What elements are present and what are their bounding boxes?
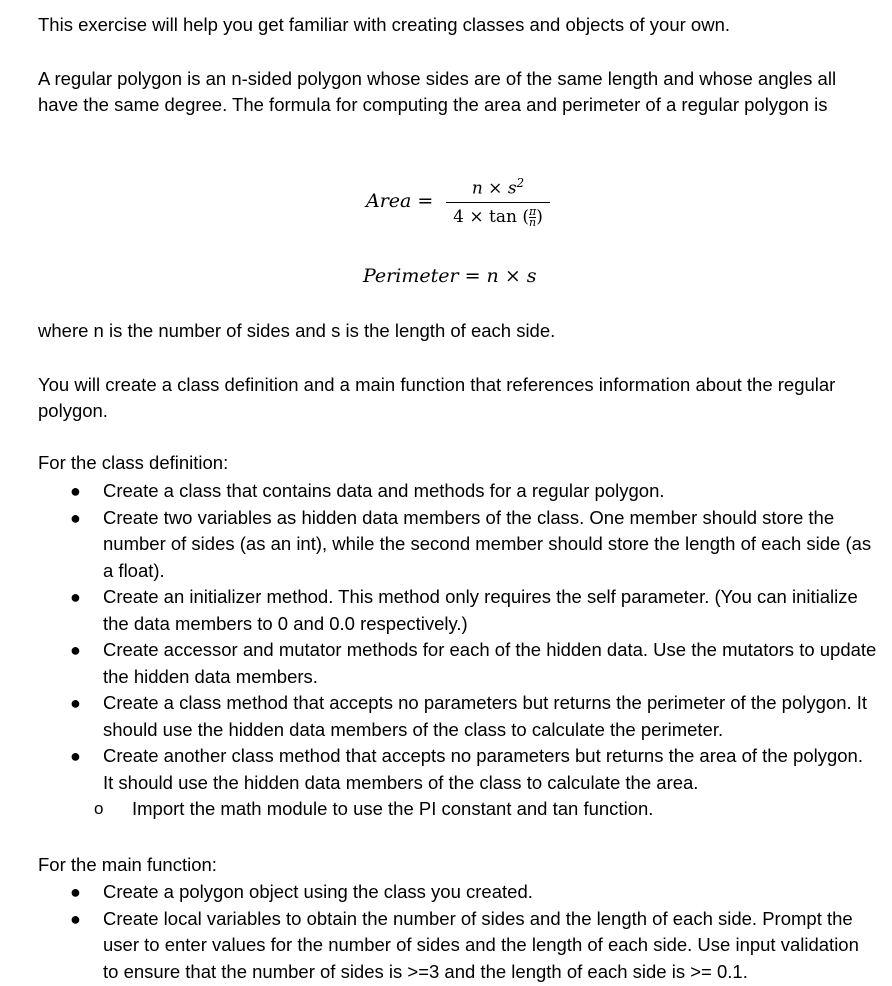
sub-bullet-icon: o	[94, 799, 104, 818]
bullet-icon: ●	[70, 746, 81, 766]
list-item: ● Create two variables as hidden data members of the class. One member should store the number of sides (as an int), while the second member should store the length of each side (as a float).	[70, 506, 872, 581]
list-item: ● Create a class that contains data and methods for a regular polygon.	[66, 478, 878, 505]
area-fraction	[446, 172, 550, 228]
list-item: ● Create another class method that accepts no parameters but returns the area of the polygon. It should use the hidden data members of the class to calculate the area.	[70, 745, 863, 793]
bullet-icon: ●	[70, 908, 81, 929]
bullet-icon: ●	[70, 693, 81, 713]
area-label: Area =	[366, 190, 434, 212]
sub-list-item: o Import the math module to use the PI constant and tan function.	[66, 796, 878, 823]
area-numerator: $n \times s^2$	[471, 176, 525, 199]
bullet-icon: ●	[70, 587, 81, 607]
list-item: ● Create accessor and mutator methods for each of the hidden data. Use the mutators to update the hidden data members.	[70, 639, 877, 687]
list-item: ● Create an initializer method. This method only requires the self parameter. (You can initialize the data members to 0 and 0.0 respectively.)	[70, 586, 858, 634]
create-description: You will create a class definition and a main function that references information about the regular polygon.	[38, 374, 836, 421]
area-formula	[366, 172, 586, 242]
list-item: ● Create a polygon object using the class you created.	[66, 879, 878, 906]
intro-paragraph: This exercise will help you get familiar with creating classes and objects of your own.	[38, 14, 731, 35]
bullet-icon: ●	[70, 507, 81, 528]
main-function-list	[66, 879, 878, 985]
list-item: ● Create local variables to obtain the number of sides and the length of each side. Prompt the user to enter values for the number of sides and the length of each side. Use input validation to ensure that the number of sides is >=3 and the length of each side is >= 0.1.	[70, 907, 859, 982]
bullet-icon: ●	[70, 481, 81, 501]
fraction-bar	[446, 202, 550, 203]
main-function-heading: For the main function:	[38, 854, 217, 875]
class-definition-heading: For the class definition:	[38, 452, 229, 473]
perimeter-formula: Perimeter = n × s	[363, 265, 537, 287]
where-text: where n is the number of sides and s is the length of each side.	[38, 320, 556, 341]
class-definition-list	[66, 478, 878, 823]
bullet-icon: ●	[70, 640, 81, 660]
polygon-description: A regular polygon is an n-sided polygon whose sides are of the same length and whose angles all have the same degree. The formula for computing the area and perimeter of a regular polygon is	[38, 68, 837, 115]
area-denominator: $4 \times \tan (\frac{\pi}{n}$ )	[453, 204, 543, 229]
bullet-icon: ●	[70, 882, 81, 902]
list-item: ● Create a class method that accepts no parameters but returns the perimeter of the polygon. It should use the hidden data members of the class to calculate the perimeter.	[70, 692, 868, 740]
